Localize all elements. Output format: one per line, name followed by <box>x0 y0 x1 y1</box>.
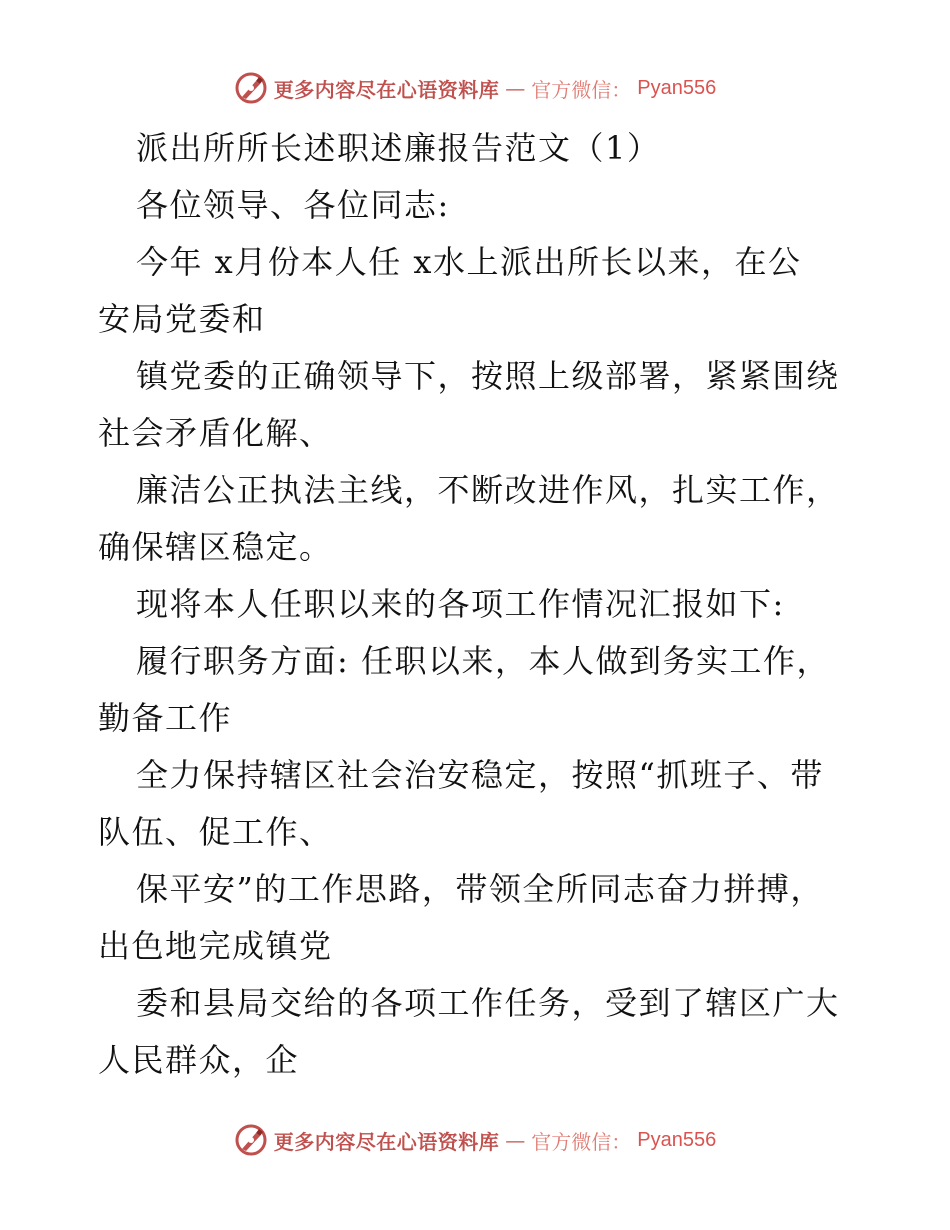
paragraph-line: 保平安”的工作思路，带领全所同志奋力拼搏， <box>136 870 824 908</box>
paragraph-line: 履行职务方面: 任职以来，本人做到务实工作， <box>136 642 830 680</box>
paragraph-line: 社会矛盾化解、 <box>98 414 333 452</box>
watermark-account-id: Pyan556 <box>637 1128 717 1151</box>
paragraph-line: 今年 x月份本人任 x水上派出所长以来，在公 <box>136 243 802 281</box>
paragraph-line: 出色地完成镇党 <box>98 927 333 965</box>
watermark-brand: 更多内容尽在心语资料库 <box>273 1129 500 1154</box>
paragraph-line: 人民群众，企 <box>98 1041 300 1079</box>
pen-circle-logo-icon <box>234 1123 268 1157</box>
watermark-official-label: 官方微信： <box>531 1129 632 1154</box>
paragraph-line: 现将本人任职以来的各项工作情况汇报如下: <box>136 585 785 623</box>
document-title: 派出所所长述职述廉报告范文（1） <box>136 129 661 167</box>
watermark-dash: — <box>505 76 526 100</box>
paragraph-line: 确保辖区稳定。 <box>98 528 333 566</box>
paragraph-line: 廉洁公正执法主线，不断改进作风，扎实工作， <box>136 471 840 509</box>
header-watermark <box>0 68 950 108</box>
watermark-brand: 更多内容尽在心语资料库 <box>273 77 500 102</box>
pen-circle-logo-icon <box>234 71 268 105</box>
paragraph-line: 委和县局交给的各项工作任务，受到了辖区广大 <box>136 984 840 1022</box>
paragraph-line: 安局党委和 <box>98 300 266 338</box>
watermark-dash: — <box>505 1128 526 1152</box>
watermark-group <box>234 71 716 105</box>
watermark-group <box>234 1123 716 1157</box>
salutation: 各位领导、各位同志: <box>136 186 450 224</box>
document-body <box>98 120 858 1089</box>
paragraph-line: 全力保持辖区社会治安稳定，按照“抓班子、带 <box>136 756 824 794</box>
paragraph-line: 勤备工作 <box>98 699 233 737</box>
paragraph-line: 镇党委的正确领导下，按照上级部署，紧紧围绕 <box>136 357 840 395</box>
watermark-official-label: 官方微信： <box>531 77 632 102</box>
paragraph-line: 队伍、促工作、 <box>98 813 333 851</box>
footer-watermark <box>0 1120 950 1160</box>
watermark-account-id: Pyan556 <box>637 76 717 99</box>
